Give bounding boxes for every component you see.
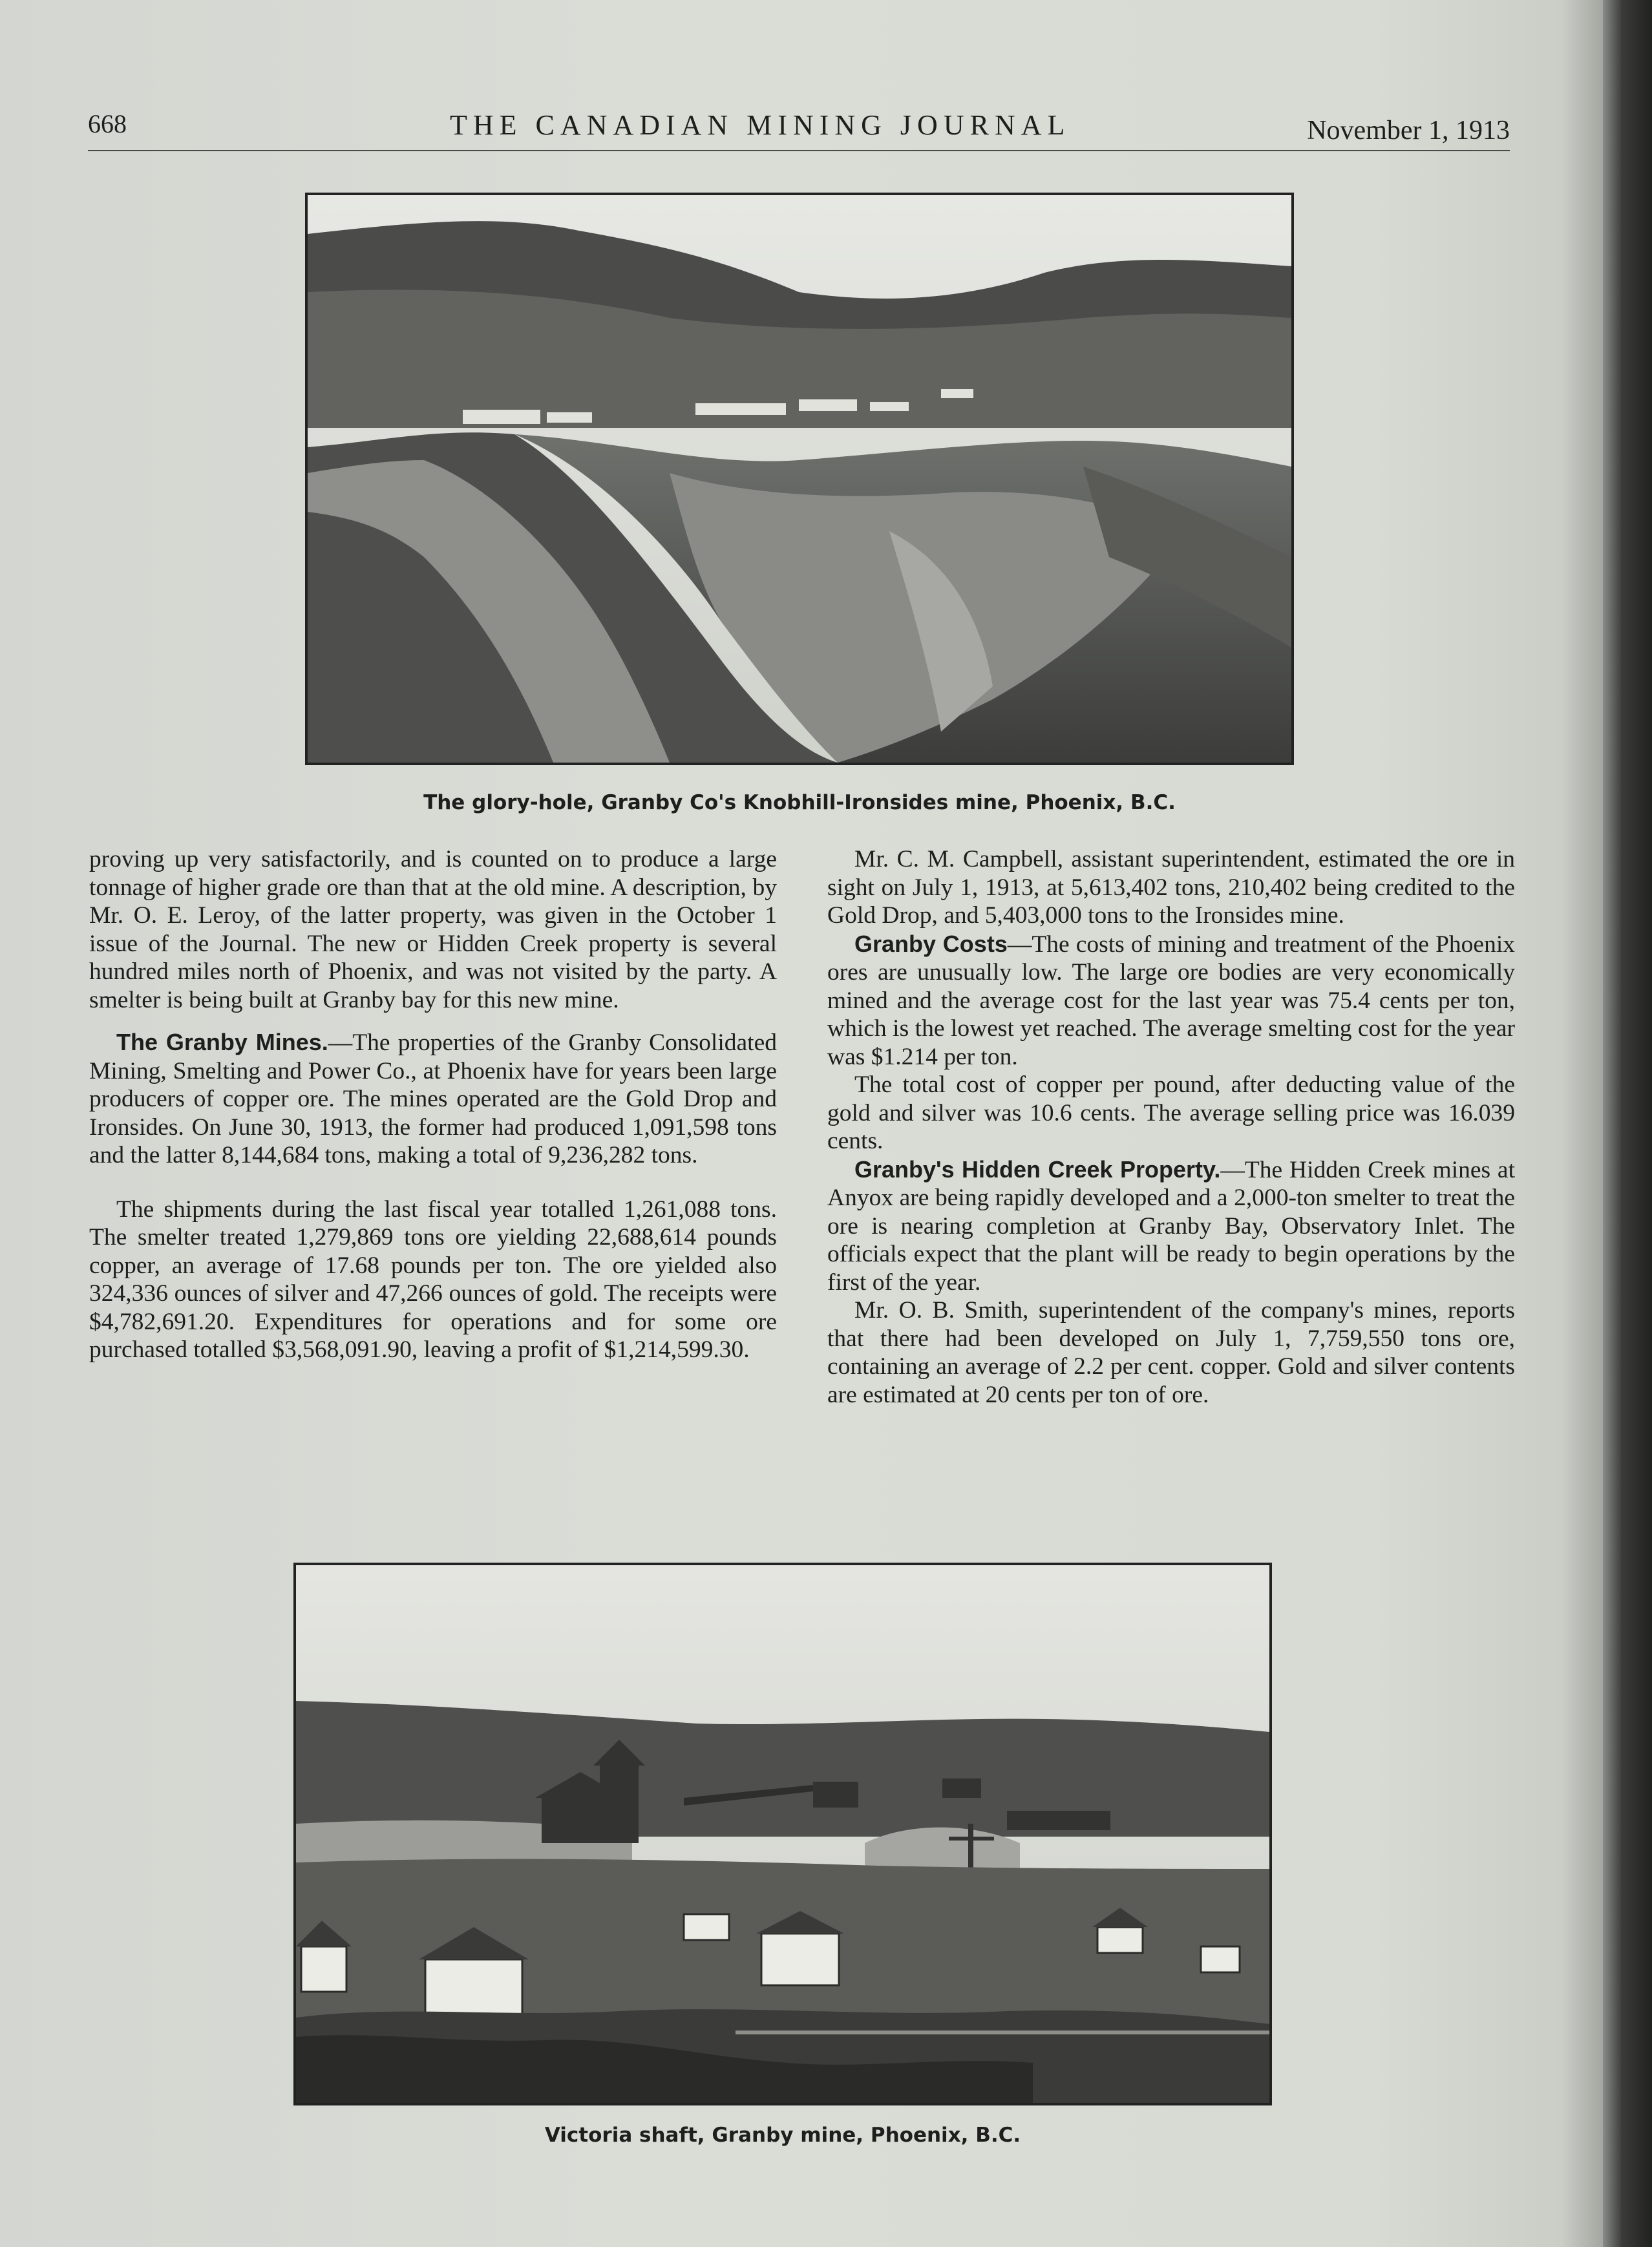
paragraph-text: —The costs of mining and treatment of the Phoenix ores are unusually low. The large ore bodies are very economically mined and the average cost for the last year was 75.4 cents per ton, which is the lowest yet reached. The average smelting cost for the year was $1.214 per ton.	[827, 931, 1515, 1070]
section-heading: The Granby Mines.	[116, 1029, 328, 1055]
left-paragraph	[89, 1028, 777, 1170]
section-heading: Granby Costs	[854, 930, 1008, 957]
right-paragraph	[827, 930, 1515, 1071]
running-header	[88, 103, 1510, 155]
page-number: 668	[88, 109, 127, 138]
issue-date: November 1, 1913	[1307, 116, 1510, 145]
victoria-shaft-photo	[293, 1563, 1272, 2105]
right-paragraph	[827, 1155, 1515, 1297]
glory-hole-caption: The glory-hole, Granby Co's Knobhill-Ironsides mine, Phoenix, B.C.	[423, 791, 1176, 814]
left-paragraph: The shipments during the last fiscal year totalled 1,261,088 tons. The smelter treated 1,279,869 tons ore yielding 22,688,614 pounds copper, an average of 17.68 pounds per ton. The ore yielded also 324,336 ounces of silver and 47,266 ounces of gold. The receipts were $4,782,691.20. Expenditures for operations and for some ore purchased totalled $3,568,091.90, leaving a profit of $1,214,599.30.	[89, 1196, 777, 1363]
right-paragraph: The total cost of copper per pound, after deducting value of the gold and silver was 10.6 cents. The average selling price was 16.039 cents.	[827, 1071, 1515, 1154]
right-paragraph: Mr. C. M. Campbell, assistant superintendent, estimated the ore in sight on July 1, 1913, at 5,613,402 tons, 210,402 being credited to the Gold Drop, and 5,403,000 tons to the Ironsides mine.	[827, 846, 1515, 929]
header-rule	[88, 150, 1510, 151]
left-paragraph: proving up very satisfactorily, and is counted on to produce a large tonnage of higher grade ore than that at the old mine. A description, by Mr. O. E. Leroy, of the latter property, was given in the October 1 issue of the Journal. The new or Hidden Creek property is several hundred miles north of Phoenix, and was not visited by the party. A smelter is being built at Granby bay for this new mine.	[89, 846, 777, 1013]
journal-title: THE CANADIAN MINING JOURNAL	[450, 109, 1071, 141]
right-paragraph: Mr. O. B. Smith, superintendent of the company's mines, reports that there had been developed on July 1, 7,759,550 tons ore, containing an average of 2.2 per cent. copper. Gold and silver contents are estimated at 20 cents per ton of ore.	[827, 1297, 1515, 1408]
victoria-shaft-caption: Victoria shaft, Granby mine, Phoenix, B.C.	[544, 2124, 1021, 2147]
paragraph-text: —The Hidden Creek mines at Anyox are being rapidly developed and a 2,000-ton smelter to treat the ore is nearing completion at Granby Bay, Observatory Inlet. The officials expect that the plant will be ready to begin operations by the first of the year.	[827, 1156, 1515, 1296]
right-column	[827, 845, 1515, 1409]
glory-hole-photo	[305, 193, 1294, 765]
binding-gutter	[1603, 0, 1652, 2247]
paragraph-text: —The properties of the Granby Consolidated Mining, Smelting and Power Co., at Phoenix have for years been large producers of copper ore. The mines operated are the Gold Drop and Ironsides. On June 30, 1913, the former had produced 1,091,598 tons and the latter 8,144,684 tons, making a total of 9,236,282 tons.	[89, 1029, 777, 1168]
left-column	[89, 845, 777, 1364]
section-heading: Granby's Hidden Creek Property.	[854, 1155, 1221, 1183]
